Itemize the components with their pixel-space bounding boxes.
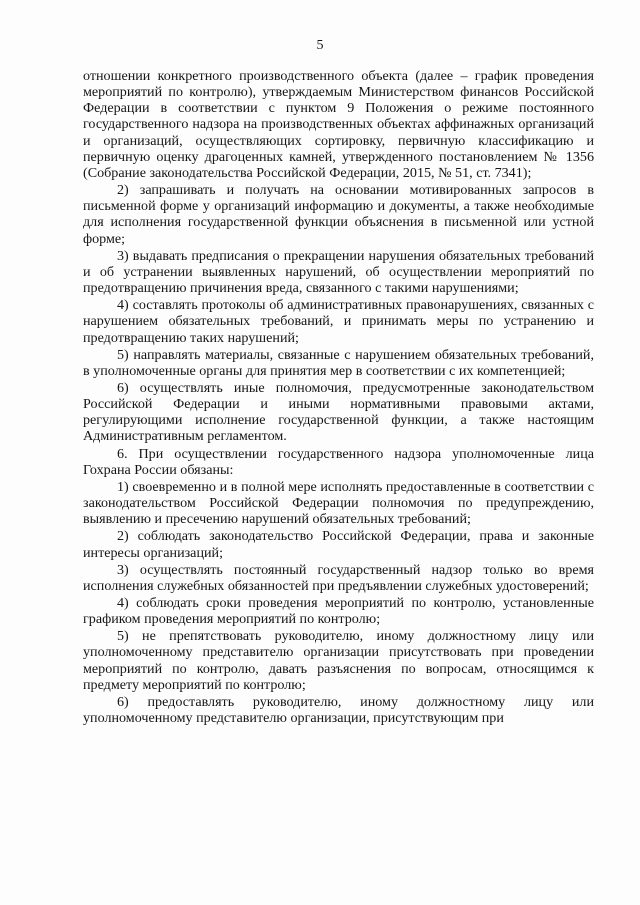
paragraph-obligation-4: 4) соблюдать сроки проведения мероприятий по контролю, установленные графиком проведения мероприятий по контролю; — [83, 595, 594, 628]
paragraph-section-6-obligations: 6. При осуществлении государственного надзора уполномоченные лица Гохрана России обязаны: — [83, 445, 594, 478]
paragraph-obligation-6: 6) предоставлять руководителю, иному должностному лицу или уполномоченному представителю организации, присутствующим при — [83, 693, 594, 727]
paragraph-obligation-3: 3) осуществлять постоянный государственный надзор только во время исполнения служебных обязанностей при предъявлении служебных удостоверений; — [83, 561, 594, 594]
paragraph-item-6-other-powers: 6) осуществлять иные полномочия, предусмотренные законодательством Российской Федерации и иными нормативными правовыми актами, регулирующими исполнение государственной функции, а также настоящим Административным регламентом. — [83, 379, 594, 445]
paragraph-item-2-request-information: 2) запрашивать и получать на основании мотивированных запросов в письменной форме у организаций информацию и документы, а также необходимые для исполнения государственной функции объяснения в письменной или устной форме; — [83, 182, 594, 247]
paragraph-obligation-2: 2) соблюдать законодательство Российской Федерации, права и законные интересы организаций; — [83, 528, 594, 561]
page-number: 5 — [316, 38, 324, 53]
paragraph-item-3-issue-orders: 3) выдавать предписания о прекращении нарушения обязательных требований и об устранении выявленных нарушений, об осуществлении мероприятий по предотвращению причинения вреда, связанного с такими нарушениями; — [83, 247, 594, 297]
paragraph-obligation-5: 5) не препятствовать руководителю, иному должностному лицу или уполномоченному представителю организации присутствовать при проведении мероприятий по контролю, давать разъяснения по вопросам, относящимся к предмету мероприятий по контролю; — [83, 628, 594, 693]
paragraph-continuation: отношении конкретного производственного объекта (далее – график проведения мероприятий по контролю), утверждаемым Министерством финансов Российской Федерации в соответствии с пунктом 9 Положения о режиме постоянного государственного надзора на производственных объектах аффинажных организаций и организаций, осуществляющих сортировку, первичную классификацию и первичную оценку драгоценных камней, утвержденного постановлением № 1356 (Собрание законодательства Российской Федерации, 2015, № 51, ст. 7341); — [83, 68, 594, 181]
document-body — [83, 68, 594, 727]
paragraph-item-4-draw-protocols: 4) составлять протоколы об административных правонарушениях, связанных с нарушением обязательных требований, и принимать меры по устранению и предотвращению таких нарушений; — [83, 297, 594, 346]
paragraph-item-5-send-materials: 5) направлять материалы, связанные с нарушением обязательных требований, в уполномоченные органы для принятия мер в соответствии с их компетенцией; — [83, 346, 594, 379]
paragraph-obligation-1: 1) своевременно и в полной мере исполнять предоставленные в соответствии с законодательством Российской Федерации полномочия по предупреждению, выявлению и пресечению нарушений обязательных требований; — [83, 478, 594, 528]
